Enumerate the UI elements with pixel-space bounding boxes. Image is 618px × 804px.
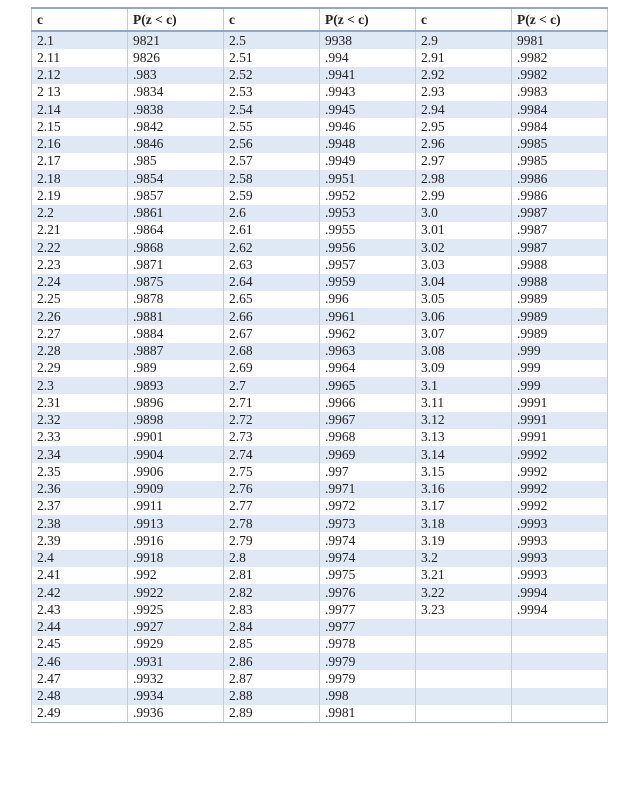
table-row <box>32 601 608 618</box>
cell-c-2: 2.6 <box>224 205 320 222</box>
cell-c-3: 2.95 <box>416 118 512 135</box>
cell-p-2: .9956 <box>320 239 416 256</box>
cell-p-3: .9982 <box>512 49 608 66</box>
table-row <box>32 101 608 118</box>
cell-p-1: .9898 <box>128 412 224 429</box>
cell-c-1: 2.45 <box>32 636 128 653</box>
cell-c-1: 2.18 <box>32 170 128 187</box>
cell-c-3: 2.91 <box>416 49 512 66</box>
cell-c-3: 3.22 <box>416 584 512 601</box>
cell-p-2: .9979 <box>320 670 416 687</box>
cell-c-3: 3.0 <box>416 205 512 222</box>
cell-c-2: 2.73 <box>224 429 320 446</box>
cell-p-3: .9988 <box>512 256 608 273</box>
cell-p-1: .9896 <box>128 394 224 411</box>
cell-p-3: .9989 <box>512 325 608 342</box>
cell-p-1: .9932 <box>128 670 224 687</box>
cell-c-2: 2.83 <box>224 601 320 618</box>
cell-c-3: 3.1 <box>416 377 512 394</box>
table-row <box>32 239 608 256</box>
cell-c-1: 2.11 <box>32 49 128 66</box>
cell-p-1: .9868 <box>128 239 224 256</box>
cell-p-3: .9993 <box>512 567 608 584</box>
cell-c-1: 2.21 <box>32 222 128 239</box>
cell-c-3: 3.03 <box>416 256 512 273</box>
cell-p-2: .9963 <box>320 343 416 360</box>
cell-c-2: 2.85 <box>224 636 320 653</box>
cell-p-3: .9993 <box>512 550 608 567</box>
cell-p-2: .9977 <box>320 619 416 636</box>
table-row <box>32 567 608 584</box>
cell-c-1: 2.14 <box>32 101 128 118</box>
cell-p-3: .9987 <box>512 222 608 239</box>
table-row <box>32 550 608 567</box>
cell-p-2: .9957 <box>320 256 416 273</box>
cell-p-3: 9981 <box>512 31 608 49</box>
cell-c-2: 2.5 <box>224 31 320 49</box>
cell-p-1: .9934 <box>128 688 224 705</box>
cell-p-2: .9953 <box>320 205 416 222</box>
cell-c-3: 3.17 <box>416 498 512 515</box>
cell-c-2: 2.52 <box>224 67 320 84</box>
cell-c-1: 2.36 <box>32 481 128 498</box>
cell-p-1: .9913 <box>128 515 224 532</box>
cell-p-3: .9993 <box>512 532 608 549</box>
table-row <box>32 308 608 325</box>
cell-p-3 <box>512 636 608 653</box>
cell-c-3: 2.92 <box>416 67 512 84</box>
cell-c-2: 2.67 <box>224 325 320 342</box>
cell-c-3: 3.12 <box>416 412 512 429</box>
cell-p-2: .9946 <box>320 118 416 135</box>
cell-p-1: .9854 <box>128 170 224 187</box>
cell-p-2: .9974 <box>320 532 416 549</box>
table-row <box>32 532 608 549</box>
cell-p-3: .999 <box>512 343 608 360</box>
cell-p-2: .9968 <box>320 429 416 446</box>
cell-c-3: 3.16 <box>416 481 512 498</box>
cell-c-3: 3.2 <box>416 550 512 567</box>
table-row <box>32 429 608 446</box>
table-row <box>32 222 608 239</box>
cell-p-2: .9948 <box>320 136 416 153</box>
cell-c-3: 3.18 <box>416 515 512 532</box>
cell-c-2: 2.53 <box>224 84 320 101</box>
cell-p-3: .9994 <box>512 601 608 618</box>
cell-c-2: 2.86 <box>224 653 320 670</box>
column-header-c-1: c <box>32 8 128 31</box>
cell-p-1: .9884 <box>128 325 224 342</box>
cell-c-3 <box>416 670 512 687</box>
cell-c-1: 2.31 <box>32 394 128 411</box>
table-row <box>32 619 608 636</box>
cell-c-2: 2.69 <box>224 360 320 377</box>
table-row <box>32 394 608 411</box>
cell-p-2: .9949 <box>320 153 416 170</box>
cell-p-2: .9974 <box>320 550 416 567</box>
cell-c-2: 2.78 <box>224 515 320 532</box>
cell-c-3: 3.11 <box>416 394 512 411</box>
cell-p-2: .998 <box>320 688 416 705</box>
cell-c-2: 2.57 <box>224 153 320 170</box>
table-row <box>32 84 608 101</box>
cell-c-1: 2.48 <box>32 688 128 705</box>
column-header-c-3: c <box>416 8 512 31</box>
cell-c-2: 2.79 <box>224 532 320 549</box>
table-header <box>32 8 608 31</box>
column-header-p-1: P(z < c) <box>128 8 224 31</box>
cell-c-1: 2.4 <box>32 550 128 567</box>
cell-p-1: .9881 <box>128 308 224 325</box>
cell-p-2: .9971 <box>320 481 416 498</box>
cell-p-2: .9965 <box>320 377 416 394</box>
cell-p-3 <box>512 653 608 670</box>
cell-p-1: .9906 <box>128 463 224 480</box>
cell-p-3 <box>512 670 608 687</box>
cell-c-3 <box>416 653 512 670</box>
cell-c-2: 2.72 <box>224 412 320 429</box>
cell-p-1: .9931 <box>128 653 224 670</box>
table-row <box>32 118 608 135</box>
cell-c-3: 3.04 <box>416 274 512 291</box>
cell-p-2: .9978 <box>320 636 416 653</box>
cell-c-1: 2.27 <box>32 325 128 342</box>
cell-p-1: .989 <box>128 360 224 377</box>
table-row <box>32 67 608 84</box>
cell-c-2: 2.8 <box>224 550 320 567</box>
table-row <box>32 446 608 463</box>
cell-c-3 <box>416 619 512 636</box>
cell-c-1: 2.15 <box>32 118 128 135</box>
cell-c-1: 2.2 <box>32 205 128 222</box>
table-row <box>32 463 608 480</box>
cell-p-3: .9984 <box>512 101 608 118</box>
cell-c-3: 2.96 <box>416 136 512 153</box>
cell-p-3: .9992 <box>512 481 608 498</box>
cell-p-1: 9821 <box>128 31 224 49</box>
cell-c-1: 2.26 <box>32 308 128 325</box>
cell-c-3: 3.13 <box>416 429 512 446</box>
header-row <box>32 8 608 31</box>
table-row <box>32 360 608 377</box>
cell-p-2: .9962 <box>320 325 416 342</box>
cell-c-3: 3.02 <box>416 239 512 256</box>
cell-c-2: 2.61 <box>224 222 320 239</box>
table-row <box>32 377 608 394</box>
cell-c-1: 2.28 <box>32 343 128 360</box>
cell-p-3: .9991 <box>512 394 608 411</box>
cell-p-2: .9951 <box>320 170 416 187</box>
cell-c-3 <box>416 688 512 705</box>
cell-p-3: .9985 <box>512 153 608 170</box>
cell-p-2: .9979 <box>320 653 416 670</box>
cell-p-1: .983 <box>128 67 224 84</box>
cell-p-2: .997 <box>320 463 416 480</box>
cell-c-3 <box>416 636 512 653</box>
cell-c-1: 2.49 <box>32 705 128 723</box>
table-row <box>32 705 608 723</box>
cell-p-3 <box>512 688 608 705</box>
cell-c-3: 2.9 <box>416 31 512 49</box>
table-body <box>32 31 608 723</box>
table-row <box>32 291 608 308</box>
table-row <box>32 481 608 498</box>
cell-p-3: .9992 <box>512 446 608 463</box>
column-header-p-2: P(z < c) <box>320 8 416 31</box>
cell-p-2: .9981 <box>320 705 416 723</box>
cell-c-2: 2.64 <box>224 274 320 291</box>
cell-c-1: 2.24 <box>32 274 128 291</box>
cell-p-1: .9918 <box>128 550 224 567</box>
cell-p-1: .992 <box>128 567 224 584</box>
table-row <box>32 498 608 515</box>
cell-c-2: 2.51 <box>224 49 320 66</box>
cell-c-1: 2.44 <box>32 619 128 636</box>
table-row <box>32 325 608 342</box>
cell-c-3: 3.15 <box>416 463 512 480</box>
cell-p-1: .9838 <box>128 101 224 118</box>
cell-p-3: .9993 <box>512 515 608 532</box>
cell-c-1: 2.17 <box>32 153 128 170</box>
z-table-container <box>31 7 608 723</box>
cell-c-2: 2.75 <box>224 463 320 480</box>
cell-p-1: .9904 <box>128 446 224 463</box>
cell-c-1: 2.12 <box>32 67 128 84</box>
cell-p-2: .9976 <box>320 584 416 601</box>
cell-p-2: .9977 <box>320 601 416 618</box>
table-row <box>32 688 608 705</box>
cell-c-1: 2.38 <box>32 515 128 532</box>
cell-p-2: .9966 <box>320 394 416 411</box>
column-header-p-3: P(z < c) <box>512 8 608 31</box>
cell-c-1: 2.46 <box>32 653 128 670</box>
cell-c-2: 2.58 <box>224 170 320 187</box>
cell-p-3 <box>512 619 608 636</box>
cell-c-1: 2.39 <box>32 532 128 549</box>
cell-p-3: .9986 <box>512 187 608 204</box>
cell-p-3: .9985 <box>512 136 608 153</box>
cell-c-2: 2.84 <box>224 619 320 636</box>
cell-c-3: 3.01 <box>416 222 512 239</box>
cell-p-3: .9989 <box>512 308 608 325</box>
cell-c-3: 3.19 <box>416 532 512 549</box>
cell-p-3: .9991 <box>512 429 608 446</box>
cell-p-1: .9871 <box>128 256 224 273</box>
cell-p-2: .9943 <box>320 84 416 101</box>
table-row <box>32 256 608 273</box>
cell-p-2: .9975 <box>320 567 416 584</box>
cell-p-3: .9987 <box>512 205 608 222</box>
column-header-c-2: c <box>224 8 320 31</box>
cell-p-2: .9964 <box>320 360 416 377</box>
table-row <box>32 670 608 687</box>
cell-c-3: 3.07 <box>416 325 512 342</box>
cell-c-1: 2.3 <box>32 377 128 394</box>
cell-c-1: 2.43 <box>32 601 128 618</box>
cell-c-1: 2.33 <box>32 429 128 446</box>
cell-p-3: .9987 <box>512 239 608 256</box>
cell-p-2: .9967 <box>320 412 416 429</box>
cell-c-2: 2.63 <box>224 256 320 273</box>
cell-c-3: 3.21 <box>416 567 512 584</box>
cell-p-2: .9969 <box>320 446 416 463</box>
cell-p-1: .9911 <box>128 498 224 515</box>
cell-c-3 <box>416 705 512 723</box>
cell-c-3: 3.14 <box>416 446 512 463</box>
cell-p-3: .9982 <box>512 67 608 84</box>
cell-c-2: 2.62 <box>224 239 320 256</box>
cell-c-3: 3.06 <box>416 308 512 325</box>
cell-c-1: 2.22 <box>32 239 128 256</box>
cell-c-2: 2.82 <box>224 584 320 601</box>
cell-p-1: .9861 <box>128 205 224 222</box>
cell-c-3: 2.97 <box>416 153 512 170</box>
table-row <box>32 636 608 653</box>
cell-c-3: 3.05 <box>416 291 512 308</box>
cell-p-1: 9826 <box>128 49 224 66</box>
cell-c-3: 3.08 <box>416 343 512 360</box>
cell-c-3: 2.98 <box>416 170 512 187</box>
cell-p-3: .9994 <box>512 584 608 601</box>
table-row <box>32 205 608 222</box>
cell-p-3: .9992 <box>512 463 608 480</box>
cell-c-2: 2.7 <box>224 377 320 394</box>
cell-p-3: .9983 <box>512 84 608 101</box>
cell-p-1: .9842 <box>128 118 224 135</box>
cell-p-2: 9938 <box>320 31 416 49</box>
table-row <box>32 515 608 532</box>
table-row <box>32 136 608 153</box>
cell-p-2: .996 <box>320 291 416 308</box>
table-row <box>32 187 608 204</box>
cell-p-3: .9984 <box>512 118 608 135</box>
cell-p-1: .985 <box>128 153 224 170</box>
table-row <box>32 412 608 429</box>
cell-p-1: .9834 <box>128 84 224 101</box>
cell-p-3: .9991 <box>512 412 608 429</box>
cell-c-1: 2.35 <box>32 463 128 480</box>
table-row <box>32 274 608 291</box>
cell-p-2: .9945 <box>320 101 416 118</box>
cell-p-1: .9922 <box>128 584 224 601</box>
cell-c-1: 2.41 <box>32 567 128 584</box>
table-row <box>32 343 608 360</box>
table-row <box>32 170 608 187</box>
cell-c-1: 2.1 <box>32 31 128 49</box>
cell-c-1: 2.47 <box>32 670 128 687</box>
cell-c-1: 2.23 <box>32 256 128 273</box>
cell-c-2: 2.81 <box>224 567 320 584</box>
cell-p-3: .9992 <box>512 498 608 515</box>
cell-c-2: 2.65 <box>224 291 320 308</box>
cell-c-2: 2.68 <box>224 343 320 360</box>
cell-p-3: .9989 <box>512 291 608 308</box>
cell-c-1: 2.34 <box>32 446 128 463</box>
cell-p-1: .9893 <box>128 377 224 394</box>
cell-c-3: 2.94 <box>416 101 512 118</box>
cell-c-2: 2.71 <box>224 394 320 411</box>
table-row <box>32 49 608 66</box>
cell-c-3: 2.93 <box>416 84 512 101</box>
cell-p-2: .9973 <box>320 515 416 532</box>
cell-c-2: 2.87 <box>224 670 320 687</box>
cell-c-3: 2.99 <box>416 187 512 204</box>
cell-p-1: .9875 <box>128 274 224 291</box>
cell-c-2: 2.66 <box>224 308 320 325</box>
cell-p-1: .9901 <box>128 429 224 446</box>
cell-c-2: 2.88 <box>224 688 320 705</box>
cell-c-2: 2.77 <box>224 498 320 515</box>
cell-p-3: .9986 <box>512 170 608 187</box>
cell-p-3: .999 <box>512 360 608 377</box>
cell-c-2: 2.59 <box>224 187 320 204</box>
cell-c-2: 2.56 <box>224 136 320 153</box>
cell-c-1: 2.29 <box>32 360 128 377</box>
cell-c-2: 2.89 <box>224 705 320 723</box>
table-row <box>32 653 608 670</box>
table-row <box>32 584 608 601</box>
cell-p-1: .9909 <box>128 481 224 498</box>
cell-p-1: .9916 <box>128 532 224 549</box>
cell-p-1: .9846 <box>128 136 224 153</box>
cell-p-2: .994 <box>320 49 416 66</box>
z-table <box>31 7 608 723</box>
cell-c-2: 2.74 <box>224 446 320 463</box>
cell-p-2: .9941 <box>320 67 416 84</box>
cell-c-1: 2.32 <box>32 412 128 429</box>
cell-p-3: .999 <box>512 377 608 394</box>
cell-p-1: .9927 <box>128 619 224 636</box>
cell-p-2: .9959 <box>320 274 416 291</box>
cell-c-1: 2.37 <box>32 498 128 515</box>
table-row <box>32 153 608 170</box>
cell-p-1: .9936 <box>128 705 224 723</box>
cell-c-2: 2.55 <box>224 118 320 135</box>
cell-p-1: .9878 <box>128 291 224 308</box>
cell-p-2: .9972 <box>320 498 416 515</box>
table-row <box>32 31 608 49</box>
cell-p-1: .9925 <box>128 601 224 618</box>
cell-p-2: .9961 <box>320 308 416 325</box>
cell-p-1: .9864 <box>128 222 224 239</box>
cell-c-2: 2.76 <box>224 481 320 498</box>
cell-p-1: .9857 <box>128 187 224 204</box>
cell-c-2: 2.54 <box>224 101 320 118</box>
cell-c-1: 2.16 <box>32 136 128 153</box>
cell-p-3 <box>512 705 608 723</box>
cell-c-3: 3.09 <box>416 360 512 377</box>
cell-c-3: 3.23 <box>416 601 512 618</box>
cell-p-1: .9929 <box>128 636 224 653</box>
cell-p-2: .9952 <box>320 187 416 204</box>
cell-c-1: 2.19 <box>32 187 128 204</box>
cell-c-1: 2 13 <box>32 84 128 101</box>
cell-p-2: .9955 <box>320 222 416 239</box>
cell-c-1: 2.25 <box>32 291 128 308</box>
cell-p-1: .9887 <box>128 343 224 360</box>
cell-c-1: 2.42 <box>32 584 128 601</box>
cell-p-3: .9988 <box>512 274 608 291</box>
